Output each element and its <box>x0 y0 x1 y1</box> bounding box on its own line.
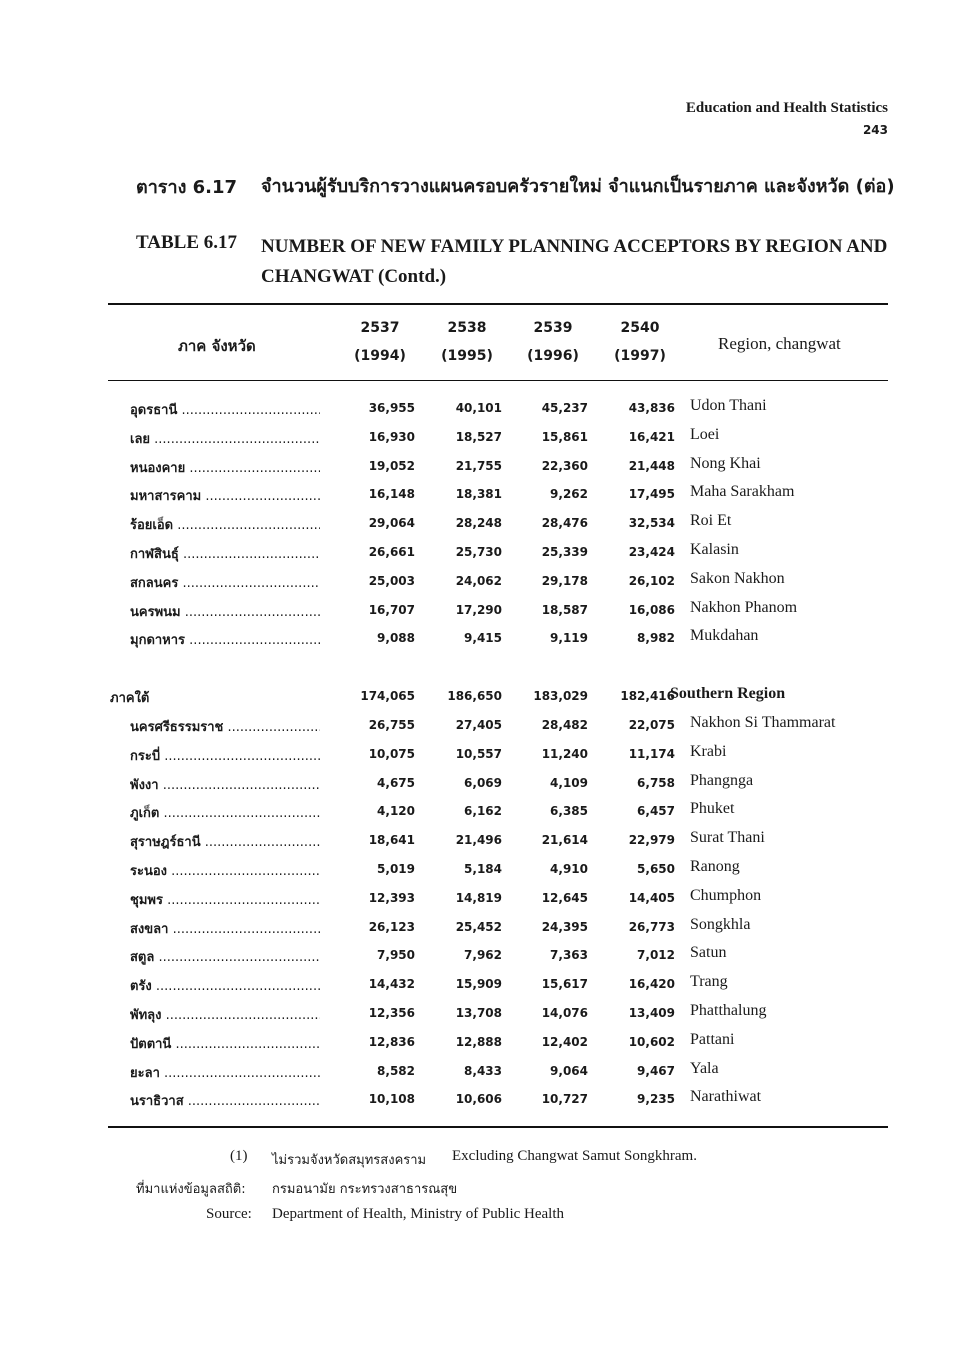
province-name-eng: Chumphon <box>690 886 762 904</box>
province-name-eng: Nong Khai <box>690 454 761 472</box>
value-cell: 16,421 <box>628 429 675 444</box>
value-cell: 9,415 <box>464 631 502 646</box>
value-cell: 13,708 <box>455 1006 502 1020</box>
province-name-eng: Yala <box>690 1059 719 1077</box>
table-row <box>0 399 966 423</box>
year-eng: (1994) <box>354 348 406 364</box>
value-cell: 174,065 <box>360 689 415 704</box>
province-name-eng: Nakhon Si Thammarat <box>690 714 836 731</box>
value-cell: 16,707 <box>368 602 415 617</box>
value-cell: 6,162 <box>464 804 502 819</box>
province-name-eng: Narathiwat <box>690 1088 762 1106</box>
province-name-thai: นราธิวาส ..... <box>130 1090 320 1111</box>
table-row <box>0 716 966 740</box>
province-name-eng: Loei <box>690 425 720 443</box>
value-cell: 7,012 <box>637 948 675 963</box>
value-cell: 4,109 <box>550 775 588 790</box>
value-cell: 12,836 <box>368 1034 415 1049</box>
value-cell: 4,675 <box>377 775 415 790</box>
province-name-thai: อุดรธานี ..... <box>130 399 320 420</box>
source-label-eng: Source: <box>206 1206 252 1222</box>
value-cell: 43,836 <box>628 401 675 415</box>
province-name-thai: สกลนคร ..... <box>130 572 320 593</box>
value-cell: 45,237 <box>541 401 588 415</box>
value-cell: 21,614 <box>541 833 588 848</box>
value-cell: 13,409 <box>628 1006 675 1020</box>
province-name-thai: ภูเก็ต ..... <box>130 802 320 823</box>
value-cell: 24,062 <box>455 573 502 588</box>
value-cell: 26,773 <box>628 919 675 934</box>
column-header-eng-name: Region, changwat <box>718 334 841 353</box>
footnote-eng: Excluding Changwat Samut Songkhram. <box>452 1148 697 1164</box>
province-name-thai: ชุมพร ..... <box>130 889 320 910</box>
value-cell: 14,405 <box>628 890 675 905</box>
province-name-eng: Surat Thani <box>690 829 765 847</box>
value-cell: 8,982 <box>637 631 675 646</box>
value-cell: 12,645 <box>541 890 588 905</box>
value-cell: 6,385 <box>550 804 588 819</box>
value-cell: 9,262 <box>550 487 588 502</box>
value-cell: 16,930 <box>368 429 415 444</box>
value-cell: 14,432 <box>368 977 415 992</box>
value-cell: 9,088 <box>377 631 415 646</box>
value-cell: 22,979 <box>628 833 675 848</box>
value-cell: 12,888 <box>455 1034 502 1049</box>
table-row <box>0 802 966 826</box>
province-name-eng: Kalasin <box>690 541 739 558</box>
province-name-eng: Trang <box>690 973 728 991</box>
province-name-eng: Mukdahan <box>690 627 759 645</box>
province-name-eng: Udon Thani <box>690 397 767 414</box>
value-cell: 15,617 <box>541 977 588 992</box>
value-cell: 21,448 <box>628 458 675 473</box>
value-cell: 8,433 <box>464 1063 502 1078</box>
value-cell: 182,416 <box>620 689 675 704</box>
value-cell: 12,356 <box>368 1006 415 1020</box>
province-name-eng: Songkhla <box>690 915 751 933</box>
value-cell: 22,075 <box>628 718 675 732</box>
value-cell: 25,339 <box>541 545 588 559</box>
value-cell: 26,755 <box>368 718 415 732</box>
value-cell: 19,052 <box>368 458 415 473</box>
publication-title: Education and Health Statistics <box>685 100 888 116</box>
province-name-thai: ระนอง ..... <box>130 860 320 881</box>
table-row <box>0 915 966 942</box>
year-thai: 2538 <box>447 320 487 336</box>
table-row <box>0 543 966 567</box>
value-cell: 21,496 <box>455 833 502 848</box>
value-cell: 9,467 <box>637 1063 675 1078</box>
province-name-eng: Ranong <box>690 858 740 875</box>
province-name-eng: Krabi <box>690 742 727 760</box>
value-cell: 12,393 <box>368 890 415 905</box>
value-cell: 7,363 <box>550 948 588 963</box>
value-cell: 4,910 <box>550 862 588 876</box>
year-eng: (1995) <box>441 348 493 364</box>
province-name-thai: มุกดาหาร ..... <box>130 629 320 650</box>
value-cell: 7,962 <box>464 948 502 963</box>
value-cell: 17,290 <box>455 602 502 617</box>
value-cell: 32,534 <box>628 516 675 531</box>
province-name-thai: นครพนม ..... <box>130 601 320 622</box>
table-row <box>0 454 966 481</box>
table-row <box>0 1090 966 1114</box>
table-row <box>0 771 966 798</box>
province-name-eng: Southern Region <box>670 685 786 703</box>
value-cell: 10,075 <box>368 746 415 761</box>
year-thai: 2540 <box>620 320 660 336</box>
table-row <box>0 742 966 769</box>
province-name-eng: Maha Sarakham <box>690 483 795 501</box>
province-name-thai: ตรัง ..... <box>130 975 320 996</box>
province-name-thai: ภาคใต้ <box>110 691 150 707</box>
column-header-year-2 <box>432 320 502 364</box>
footnote-marker: (1) <box>230 1148 248 1164</box>
table-title-thai: จำนวนผู้รับบริการวางแผนครอบครัวรายใหม่ จำแนกเป็นรายภาค และจังหวัด (ต่อ) <box>261 176 895 197</box>
table-row <box>0 1059 966 1086</box>
table-row <box>0 485 966 509</box>
province-name-eng: Satun <box>690 944 727 962</box>
value-cell: 24,395 <box>541 919 588 934</box>
value-cell: 27,405 <box>455 718 502 732</box>
province-name-thai: เลย ..... <box>130 428 320 449</box>
value-cell: 10,557 <box>455 746 502 761</box>
value-cell: 186,650 <box>447 689 502 704</box>
column-header-thai-name: ภาค จังหวัด <box>178 337 256 355</box>
value-cell: 14,076 <box>541 1006 588 1020</box>
value-cell: 18,381 <box>455 487 502 502</box>
province-name-thai: มหาสารคาม ..... <box>130 485 320 506</box>
value-cell: 22,360 <box>541 458 588 473</box>
value-cell: 12,402 <box>541 1034 588 1049</box>
table-row <box>0 629 966 653</box>
table-label-eng: TABLE 6.17 <box>136 232 238 253</box>
value-cell: 10,602 <box>628 1034 675 1049</box>
source-thai: กรมอนามัย กระทรวงสาธารณสุข <box>272 1182 458 1197</box>
value-cell: 21,755 <box>455 458 502 473</box>
value-cell: 15,861 <box>541 429 588 444</box>
year-thai: 2537 <box>360 320 400 336</box>
value-cell: 40,101 <box>455 401 502 415</box>
province-name-thai: หนองคาย ..... <box>130 457 320 478</box>
province-name-eng: Roi Et <box>690 512 732 530</box>
value-cell: 29,064 <box>368 516 415 531</box>
table-row <box>0 514 966 538</box>
value-cell: 36,955 <box>368 401 415 415</box>
province-name-eng: Nakhon Phanom <box>690 598 798 616</box>
province-name-thai: พังงา ..... <box>130 774 320 795</box>
table-row <box>0 886 966 913</box>
table-row <box>0 975 966 999</box>
value-cell: 15,909 <box>455 977 502 992</box>
value-cell: 9,064 <box>550 1063 588 1078</box>
table-bottom-rule <box>108 1126 888 1128</box>
table-row <box>0 831 966 855</box>
footnote-thai: ไม่รวมจังหวัดสมุทรสงคราม <box>272 1153 427 1168</box>
value-cell: 10,606 <box>455 1092 502 1107</box>
value-cell: 5,019 <box>377 862 415 876</box>
value-cell: 10,727 <box>541 1092 588 1107</box>
table-row <box>0 1030 966 1057</box>
source-eng: Department of Health, Ministry of Public Health <box>272 1206 565 1222</box>
table-row <box>0 1004 966 1028</box>
table-row <box>0 425 966 452</box>
value-cell: 11,240 <box>541 746 588 761</box>
table-title-eng: NUMBER OF NEW FAMILY PLANNING ACCEPTORS BY REGION AND CHANGWAT (Contd.) <box>261 236 888 287</box>
province-name-thai: กาฬสินธุ์ ..... <box>130 543 320 564</box>
province-name-eng: Sakon Nakhon <box>690 569 785 587</box>
province-name-eng: Phatthalung <box>690 1002 767 1019</box>
value-cell: 5,650 <box>637 862 675 876</box>
province-name-eng: Pattani <box>690 1030 735 1048</box>
source-label-thai: ที่มาแห่งข้อมูลสถิติ: <box>136 1182 246 1197</box>
value-cell: 7,950 <box>377 948 415 963</box>
value-cell: 18,587 <box>541 602 588 617</box>
value-cell: 16,086 <box>628 602 675 617</box>
province-name-thai: พัทลุง ..... <box>130 1004 320 1025</box>
province-name-thai: สุราษฎร์ธานี ..... <box>130 831 320 852</box>
value-cell: 17,495 <box>628 487 675 502</box>
value-cell: 28,476 <box>541 516 588 531</box>
province-name-thai: นครศรีธรรมราช ..... <box>130 716 320 737</box>
province-name-eng: Phangnga <box>690 771 754 789</box>
region-row <box>0 687 966 711</box>
province-name-eng: Phuket <box>690 800 735 818</box>
value-cell: 14,819 <box>455 890 502 905</box>
value-cell: 16,420 <box>628 977 675 992</box>
value-cell: 6,069 <box>464 775 502 790</box>
value-cell: 4,120 <box>377 804 415 819</box>
value-cell: 9,119 <box>550 631 588 646</box>
value-cell: 6,758 <box>637 775 675 790</box>
table-row <box>0 946 966 970</box>
value-cell: 26,123 <box>368 919 415 934</box>
value-cell: 8,582 <box>377 1063 415 1078</box>
year-eng: (1997) <box>614 348 666 364</box>
year-eng: (1996) <box>527 348 579 364</box>
value-cell: 6,457 <box>637 804 675 819</box>
column-header-year-1 <box>345 320 415 364</box>
value-cell: 25,003 <box>368 573 415 588</box>
value-cell: 28,248 <box>455 516 502 531</box>
table-row <box>0 569 966 596</box>
value-cell: 25,452 <box>455 919 502 934</box>
province-name-thai: ยะลา ..... <box>130 1062 320 1083</box>
value-cell: 23,424 <box>628 545 675 559</box>
province-name-thai: สตูล ..... <box>130 946 320 967</box>
table-top-rule <box>108 303 888 305</box>
province-name-thai: กระบี่ ..... <box>130 745 320 766</box>
column-header-year-4 <box>605 320 675 364</box>
value-cell: 29,178 <box>541 573 588 588</box>
value-cell: 10,108 <box>368 1092 415 1107</box>
value-cell: 11,174 <box>628 746 675 761</box>
province-name-thai: ปัตตานี ..... <box>130 1033 320 1054</box>
column-header-year-3 <box>518 320 588 364</box>
value-cell: 26,661 <box>368 545 415 559</box>
value-cell: 25,730 <box>455 545 502 559</box>
value-cell: 9,235 <box>637 1092 675 1107</box>
running-header <box>686 100 888 137</box>
value-cell: 28,482 <box>541 718 588 732</box>
value-cell: 18,641 <box>368 833 415 848</box>
table-header-rule <box>108 380 888 381</box>
value-cell: 16,148 <box>368 487 415 502</box>
page-number: 243 <box>862 123 888 137</box>
value-cell: 18,527 <box>455 429 502 444</box>
year-thai: 2539 <box>533 320 573 336</box>
province-name-thai: สงขลา ..... <box>130 918 320 939</box>
value-cell: 26,102 <box>628 573 675 588</box>
table-row <box>0 860 966 884</box>
table-row <box>0 598 966 625</box>
province-name-thai: ร้อยเอ็ด ..... <box>130 514 320 535</box>
value-cell: 183,029 <box>533 689 588 704</box>
value-cell: 5,184 <box>464 862 502 876</box>
table-label-thai: ตาราง 6.17 <box>136 177 238 198</box>
